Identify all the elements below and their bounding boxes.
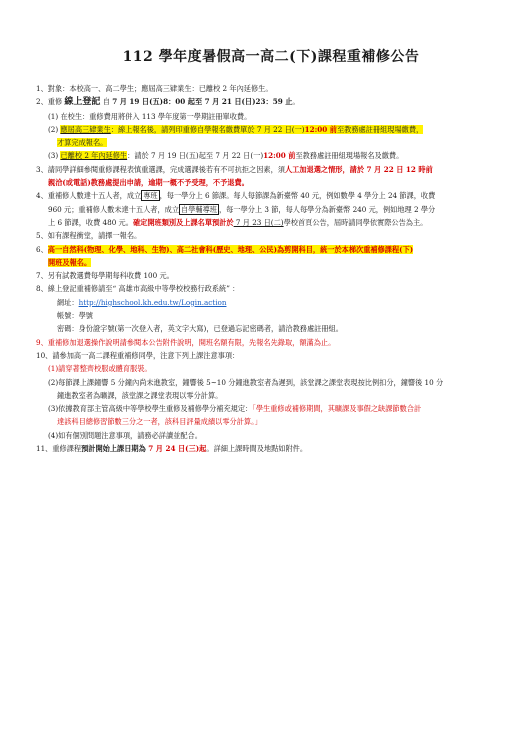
section-10-item-3: (3)依據教育部主管高級中等學校學生重修及補修學分補充規定：「學生重修或補修期間，其曠課及事假之缺課節數合計 xyxy=(48,404,422,414)
section-2-item-3: (3) 已離校 2 年內延修生：請於 7 月 19 日(五)起至 7 月 22 日(一)12:00 前至教務處註冊組現場報名及繳費。 xyxy=(48,151,404,161)
section-6: 6、高一自然科(物理、化學、地科、生物)、高二社會科(歷史、地理、公民)為剪開科目，統一於本梯次重補修課程(下) xyxy=(36,244,414,254)
section-10-item-2: (2)每節課上課鐘響 5 分鐘內尚未進教室，鐘響後 5~10 分鐘進教室者為遲到，該堂課之課堂表現按比例扣分，鐘響後 10 分 xyxy=(48,377,444,387)
section-11: 11、重修課程預計開始上課日期為 7 月 24 日(三)起。詳細上課時間及地點如附件。 xyxy=(36,444,308,454)
section-10-item-4: (4)如有個別問題注意事項，請務必詳讀並配合。 xyxy=(48,430,202,440)
section-10: 10、請參加高一高二課程重補修同學，注意下列上課注意事項： xyxy=(36,350,240,360)
self-study-class-box: 自學輔導班 xyxy=(181,204,217,214)
register-period: 7 月 19 日(五)8：00 起至 7 月 21 日(日)23：59 止 xyxy=(112,97,293,107)
section-2-item-2: (2) 應屆高三肄業生：線上報名後，請列印重修自學報名繳費單於 7 月 22 日(一)12:00 前至教務處註冊組現場繳費， xyxy=(48,124,424,134)
system-login-link[interactable]: http://highschool.kh.edu.tw/Login.action xyxy=(78,297,227,307)
section-10-item-3-cont: 達該科目總修習節數三分之一者，該科目評量成績以零分計算。」 xyxy=(57,417,262,427)
section-3: 3、請同學詳細參閱重修課程表慎重選課，完成選課後若有不可抗拒之因素，須人工加退選之情形，請於 7 月 22 日 12 時前 xyxy=(36,164,433,174)
section-9: 9、重補修加退選操作說明請參閱本公告附件說明，開班名額有限，先報名先錄取，額滿為止。 xyxy=(36,337,336,347)
section-10-item-2-cont: 鐘進教室者為曠課，該堂課之課堂表現以零分計算。 xyxy=(57,390,223,400)
section-4: 4、重補修人數達十五人者，成立 專班 ，每一學分上 6 節課。每人每節課為新臺幣 40 元，例如數學 4 學分上 24 節課，收費 xyxy=(36,191,436,201)
section-8-url: 網址：http://highschool.kh.edu.tw/Login.action xyxy=(57,297,227,307)
section-8-account: 帳號：學號 xyxy=(57,311,93,321)
section-2: 2、重修 線上登記 自 7 月 19 日(五)8：00 起至 7 月 21 日(日)23：59 止。 xyxy=(36,97,300,108)
special-class-box: 專班 xyxy=(143,191,158,201)
section-2-item-1: (1) 在校生：重修費用將併入 113 學年度第一學期註冊單收費。 xyxy=(48,111,252,121)
section-2-item-2-cont: 才算完成報名。 xyxy=(57,138,108,148)
section-6-cont: 開班及報名。 xyxy=(48,257,92,267)
section-7: 7、另有試教選費每學期每科收費 100 元。 xyxy=(36,271,174,281)
section-8: 8、線上登記重補修請至“ 高雄市高級中等學校校務行政系統” ： xyxy=(36,284,240,294)
section-10-item-1: (1)請穿著整齊校服或體育服裝。 xyxy=(48,364,152,374)
section-4-line-2: 960 元；重補修人數未達十五人者，成立 自學輔導班 ，每一學分上 3 節，每人每學分為新臺幣 240 元，例如地理 2 學分 xyxy=(48,204,436,214)
page-title: 112 學年度暑假高一高二(下)課程重補修公告 xyxy=(122,49,420,65)
section-5: 5、如有課程衝堂，請擇一報名。 xyxy=(36,231,142,241)
section-8-password: 密碼：身份證字號(第一次登入者，英文字大寫)，已登過忘記密碼者，請洽教務處註冊組。 xyxy=(57,324,343,334)
section-4-line-3: 上 6 節課，收費 480 元。確定開班類別及上課名單預計於 7 月 23 日(二)學校首頁公告，屆時請同學依實際公告為主。 xyxy=(48,217,428,227)
section-3-cont: 親洽(或電話)教務處提出申請，逾期一概不予受理，不予退費。 xyxy=(48,178,249,188)
online-register-label: 線上登記 xyxy=(64,97,101,108)
section-1: 1、對象：本校高一、高二學生；應屆高三肄業生：已離校 2 年內延修生。 xyxy=(36,84,273,93)
